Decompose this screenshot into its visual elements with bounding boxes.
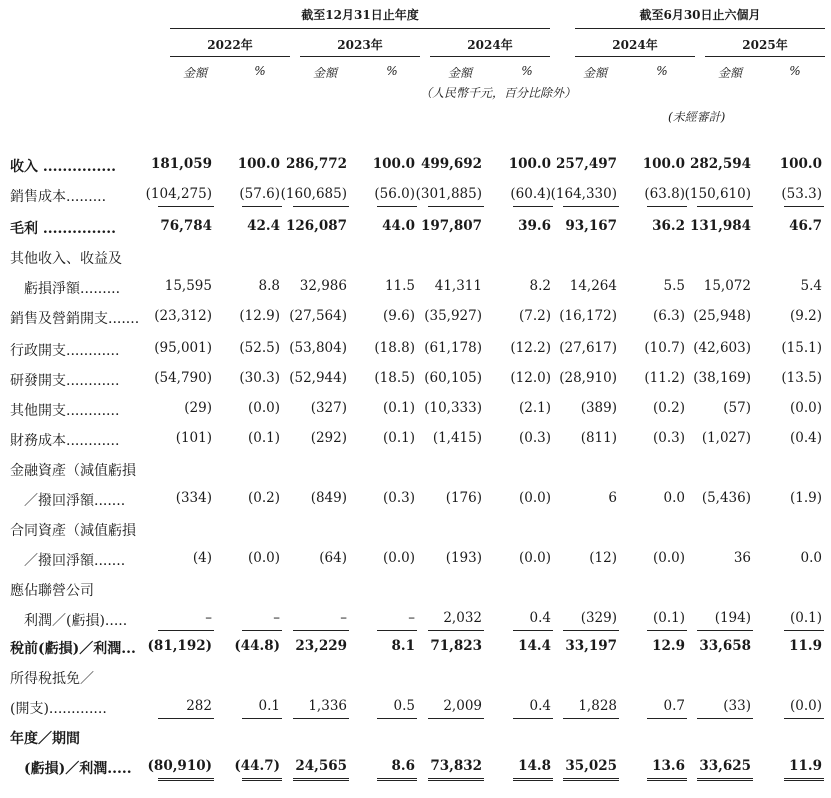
- cell-financial-assets-impairment-amount-2024-h1: 6: [608, 490, 617, 506]
- cell-gross-profit-amount-2024-h1: 93,167: [565, 218, 617, 234]
- cell-selling-marketing-expenses-percent-2023: (9.6): [382, 308, 415, 324]
- double-rule-loss-profit-for-period-percent-2025-h1: [784, 778, 824, 781]
- cell-other-income-gains-losses-percent-2022: 8.8: [258, 278, 280, 294]
- cell-loss-profit-before-tax-percent-2022: (44.8): [234, 638, 280, 654]
- percent-header-2023: %: [386, 64, 398, 78]
- row-label-finance-costs: 財務成本............: [10, 433, 120, 449]
- cell-rd-expenses-amount-2024-h1: (28,910): [559, 370, 617, 386]
- sum-rule-share-of-associate-results-amount-2023: [293, 630, 349, 631]
- cell-income-tax-percent-2024: 0.4: [529, 698, 551, 714]
- cell-revenue-percent-2022: 100.0: [237, 156, 280, 172]
- cell-loss-profit-before-tax-amount-2024-h1: 33,197: [565, 638, 617, 654]
- cell-rd-expenses-percent-2024-h1: (11.2): [644, 370, 685, 386]
- year-rule-2022: [170, 56, 290, 57]
- cell-gross-profit-percent-2023: 44.0: [382, 218, 415, 234]
- cell-income-tax-percent-2025-h1: (0.0): [789, 698, 822, 714]
- cell-selling-marketing-expenses-percent-2022: (12.9): [239, 308, 280, 324]
- cell-rd-expenses-amount-2023: (52,944): [289, 370, 347, 386]
- cell-selling-marketing-expenses-amount-2023: (27,564): [289, 308, 347, 324]
- cell-cost-of-sales-percent-2022: (57.6): [239, 186, 280, 202]
- cell-finance-costs-percent-2023: (0.1): [382, 430, 415, 446]
- cell-other-expenses-amount-2023: (327): [310, 400, 347, 416]
- cell-gross-profit-percent-2024: 39.6: [518, 218, 551, 234]
- unaudited-note: (未經審計): [668, 110, 726, 124]
- year-header-2023: 2023年: [337, 38, 383, 52]
- cell-loss-profit-before-tax-amount-2022: (81,192): [147, 638, 212, 654]
- cell-financial-assets-impairment-amount-2024: (176): [445, 490, 482, 506]
- cell-selling-marketing-expenses-amount-2024: (35,927): [424, 308, 482, 324]
- cell-other-expenses-amount-2024: (10,333): [424, 400, 482, 416]
- cell-finance-costs-percent-2025-h1: (0.4): [789, 430, 822, 446]
- cell-finance-costs-percent-2024-h1: (0.3): [652, 430, 685, 446]
- cell-gross-profit-percent-2022: 42.4: [247, 218, 280, 234]
- cell-selling-marketing-expenses-amount-2024-h1: (16,172): [559, 308, 617, 324]
- cell-share-of-associate-results-amount-2022: –: [205, 610, 212, 626]
- cell-other-expenses-amount-2022: (29): [184, 400, 212, 416]
- cell-contract-assets-impairment-percent-2024: (0.0): [518, 550, 551, 566]
- cell-financial-assets-impairment-percent-2024-h1: 0.0: [663, 490, 685, 506]
- row-label-cont-loss-profit-for-period: (虧損)／利潤.....: [10, 761, 132, 777]
- cell-income-tax-amount-2024-h1: 1,828: [578, 698, 617, 714]
- cell-cost-of-sales-percent-2024: (60.4): [510, 186, 551, 202]
- cell-financial-assets-impairment-percent-2023: (0.3): [382, 490, 415, 506]
- sum-rule-share-of-associate-results-percent-2023: [377, 630, 417, 631]
- sum-rule-cost-of-sales-percent-2022: [242, 206, 282, 207]
- group-rule-fiscal-year: [170, 28, 550, 29]
- cell-other-expenses-percent-2024-h1: (0.2): [652, 400, 685, 416]
- cell-loss-profit-before-tax-percent-2023: 8.1: [391, 638, 415, 654]
- row-label-loss-profit-for-period: 年度／期間: [10, 731, 80, 747]
- cell-financial-assets-impairment-amount-2022: (334): [175, 490, 212, 506]
- percent-header-2025-h1: %: [789, 64, 801, 78]
- cell-other-income-gains-losses-percent-2024-h1: 5.5: [663, 278, 685, 294]
- cell-rd-expenses-amount-2024: (60,105): [424, 370, 482, 386]
- cell-rd-expenses-percent-2025-h1: (13.5): [781, 370, 822, 386]
- row-label-cont-financial-assets-impairment: ／撥回淨額.......: [10, 493, 126, 509]
- cell-loss-profit-before-tax-percent-2024-h1: 12.9: [652, 638, 685, 654]
- cell-cost-of-sales-amount-2024-h1: (164,330): [550, 186, 617, 202]
- cell-other-income-gains-losses-amount-2022: 15,595: [164, 278, 212, 294]
- cell-loss-profit-for-period-amount-2024-h1: 35,025: [565, 758, 617, 774]
- amount-header-2022: 金額: [182, 66, 207, 80]
- sum-rule-cost-of-sales-percent-2024: [513, 206, 553, 207]
- cell-contract-assets-impairment-amount-2022: (4): [192, 550, 212, 566]
- row-label-administrative-expenses: 行政開支............: [10, 343, 120, 359]
- cell-income-tax-percent-2022: 0.1: [258, 698, 280, 714]
- sum-rule-cost-of-sales-percent-2025-h1: [784, 206, 824, 207]
- row-label-cost-of-sales: 銷售成本.........: [10, 189, 107, 205]
- sum-rule-share-of-associate-results-amount-2024-h1: [563, 630, 619, 631]
- cell-income-tax-amount-2022: 282: [186, 698, 212, 714]
- row-label-revenue: 收入 ...............: [10, 159, 116, 175]
- cell-loss-profit-before-tax-amount-2025-h1: 33,658: [699, 638, 751, 654]
- cell-rd-expenses-percent-2024: (12.0): [510, 370, 551, 386]
- cell-gross-profit-amount-2022: 76,784: [160, 218, 212, 234]
- sum-rule-income-tax-percent-2024: [513, 718, 553, 719]
- amount-header-2023: 金額: [312, 66, 337, 80]
- cell-income-tax-amount-2024: 2,009: [443, 698, 482, 714]
- double-rule-loss-profit-for-period-amount-2024-h1: [563, 778, 619, 781]
- cell-contract-assets-impairment-amount-2023: (64): [319, 550, 347, 566]
- sum-rule-income-tax-amount-2024: [428, 718, 484, 719]
- sum-rule-income-tax-percent-2024-h1: [647, 718, 687, 719]
- cell-other-expenses-amount-2025-h1: (57): [723, 400, 751, 416]
- cell-contract-assets-impairment-percent-2025-h1: 0.0: [800, 550, 822, 566]
- group-header-fiscal-year: 截至12月31日止年度: [301, 8, 419, 22]
- cell-share-of-associate-results-percent-2024: 0.4: [529, 610, 551, 626]
- cell-gross-profit-amount-2023: 126,087: [285, 218, 347, 234]
- cell-revenue-amount-2022: 181,059: [150, 156, 212, 172]
- row-label-rd-expenses: 研發開支............: [10, 373, 120, 389]
- cell-contract-assets-impairment-amount-2025-h1: 36: [733, 550, 751, 566]
- year-rule-2024: [430, 56, 550, 57]
- cell-administrative-expenses-percent-2023: (18.8): [374, 340, 415, 356]
- cell-other-income-gains-losses-amount-2023: 32,986: [299, 278, 347, 294]
- double-rule-loss-profit-for-period-percent-2023: [377, 778, 417, 781]
- cell-administrative-expenses-amount-2025-h1: (42,603): [693, 340, 751, 356]
- cell-revenue-amount-2025-h1: 282,594: [689, 156, 751, 172]
- cell-contract-assets-impairment-percent-2023: (0.0): [382, 550, 415, 566]
- row-label-other-expenses: 其他開支............: [10, 403, 120, 419]
- cell-loss-profit-before-tax-amount-2024: 71,823: [430, 638, 482, 654]
- double-rule-loss-profit-for-period-percent-2022: [242, 778, 282, 781]
- cell-gross-profit-amount-2025-h1: 131,984: [689, 218, 751, 234]
- cell-cost-of-sales-amount-2024: (301,885): [415, 186, 482, 202]
- cell-finance-costs-percent-2022: (0.1): [247, 430, 280, 446]
- cell-cost-of-sales-amount-2023: (160,685): [280, 186, 347, 202]
- cell-rd-expenses-percent-2023: (18.5): [374, 370, 415, 386]
- currency-note: （人民幣千元，百分比除外）: [420, 86, 577, 100]
- cell-selling-marketing-expenses-percent-2025-h1: (9.2): [789, 308, 822, 324]
- cell-loss-profit-for-period-amount-2025-h1: 33,625: [699, 758, 751, 774]
- percent-header-2024: %: [521, 64, 533, 78]
- cell-financial-assets-impairment-amount-2025-h1: (5,436): [701, 490, 751, 506]
- sum-rule-cost-of-sales-percent-2024-h1: [647, 206, 687, 207]
- cell-contract-assets-impairment-percent-2022: (0.0): [247, 550, 280, 566]
- group-rule-six-months: [575, 28, 825, 29]
- cell-cost-of-sales-percent-2024-h1: (63.8): [644, 186, 685, 202]
- cell-revenue-percent-2023: 100.0: [372, 156, 415, 172]
- sum-rule-income-tax-amount-2024-h1: [563, 718, 619, 719]
- cell-revenue-percent-2024: 100.0: [508, 156, 551, 172]
- cell-gross-profit-percent-2024-h1: 36.2: [652, 218, 685, 234]
- year-rule-2025-h1: [705, 56, 825, 57]
- amount-header-2024-h1: 金額: [582, 66, 607, 80]
- double-rule-loss-profit-for-period-amount-2024: [428, 778, 484, 781]
- sum-rule-share-of-associate-results-amount-2022: [158, 630, 214, 631]
- cell-income-tax-percent-2023: 0.5: [393, 698, 415, 714]
- cell-rd-expenses-percent-2022: (30.3): [239, 370, 280, 386]
- cell-cost-of-sales-percent-2023: (56.0): [374, 186, 415, 202]
- cell-loss-profit-for-period-percent-2023: 8.6: [391, 758, 415, 774]
- row-label-contract-assets-impairment: 合同資產（減值虧損: [10, 523, 136, 539]
- year-rule-2023: [300, 56, 420, 57]
- cell-share-of-associate-results-percent-2025-h1: (0.1): [789, 610, 822, 626]
- cell-rd-expenses-amount-2025-h1: (38,169): [693, 370, 751, 386]
- cell-share-of-associate-results-percent-2022: –: [273, 610, 280, 626]
- sum-rule-cost-of-sales-percent-2023: [377, 206, 417, 207]
- year-rule-2024-h1: [575, 56, 695, 57]
- cell-revenue-amount-2024: 499,692: [420, 156, 482, 172]
- sum-rule-cost-of-sales-amount-2023: [293, 206, 349, 207]
- cell-finance-costs-amount-2022: (101): [175, 430, 212, 446]
- sum-rule-cost-of-sales-amount-2024: [428, 206, 484, 207]
- cell-cost-of-sales-percent-2025-h1: (53.3): [781, 186, 822, 202]
- cell-share-of-associate-results-amount-2024: 2,032: [443, 610, 482, 626]
- cell-other-income-gains-losses-percent-2025-h1: 5.4: [800, 278, 822, 294]
- cell-loss-profit-for-period-amount-2022: (80,910): [147, 758, 212, 774]
- year-header-2024: 2024年: [467, 38, 513, 52]
- double-rule-loss-profit-for-period-percent-2024: [513, 778, 553, 781]
- cell-contract-assets-impairment-amount-2024-h1: (12): [589, 550, 617, 566]
- sum-rule-share-of-associate-results-percent-2022: [242, 630, 282, 631]
- cell-administrative-expenses-amount-2024: (61,178): [424, 340, 482, 356]
- cell-other-expenses-amount-2024-h1: (389): [580, 400, 617, 416]
- row-label-loss-profit-before-tax: 稅前(虧損)／利潤...: [10, 641, 136, 657]
- row-label-other-income-gains-losses: 其他收入、收益及: [10, 251, 122, 267]
- cell-revenue-percent-2024-h1: 100.0: [642, 156, 685, 172]
- cell-loss-profit-for-period-percent-2022: (44.7): [234, 758, 280, 774]
- sum-rule-share-of-associate-results-percent-2024-h1: [647, 630, 687, 631]
- cell-share-of-associate-results-amount-2024-h1: (329): [580, 610, 617, 626]
- cell-selling-marketing-expenses-amount-2022: (23,312): [154, 308, 212, 324]
- amount-header-2024: 金額: [447, 66, 472, 80]
- cell-income-tax-percent-2024-h1: 0.7: [663, 698, 685, 714]
- group-header-six-months: 截至6月30日止六個月: [639, 8, 761, 22]
- sum-rule-cost-of-sales-amount-2025-h1: [697, 206, 753, 207]
- amount-header-2025-h1: 金額: [717, 66, 742, 80]
- cell-other-expenses-percent-2024: (2.1): [518, 400, 551, 416]
- row-label-cont-other-income-gains-losses: 虧損淨額.........: [10, 281, 121, 297]
- percent-header-2024-h1: %: [656, 64, 668, 78]
- cell-revenue-amount-2023: 286,772: [285, 156, 347, 172]
- double-rule-loss-profit-for-period-amount-2023: [293, 778, 349, 781]
- cell-other-income-gains-losses-amount-2025-h1: 15,072: [703, 278, 751, 294]
- double-rule-loss-profit-for-period-amount-2025-h1: [697, 778, 753, 781]
- cell-selling-marketing-expenses-percent-2024-h1: (6.3): [652, 308, 685, 324]
- cell-other-income-gains-losses-amount-2024: 41,311: [434, 278, 482, 294]
- cell-cost-of-sales-amount-2022: (104,275): [145, 186, 212, 202]
- cell-financial-assets-impairment-percent-2024: (0.0): [518, 490, 551, 506]
- cell-revenue-amount-2024-h1: 257,497: [555, 156, 617, 172]
- sum-rule-income-tax-amount-2022: [158, 718, 214, 719]
- cell-other-expenses-percent-2025-h1: (0.0): [789, 400, 822, 416]
- cell-share-of-associate-results-amount-2023: –: [340, 610, 347, 626]
- percent-header-2022: %: [254, 64, 266, 78]
- cell-finance-costs-amount-2023: (292): [310, 430, 347, 446]
- cell-loss-profit-before-tax-percent-2024: 14.4: [518, 638, 551, 654]
- cell-administrative-expenses-amount-2023: (53,804): [289, 340, 347, 356]
- cell-loss-profit-for-period-percent-2025-h1: 11.9: [789, 758, 822, 774]
- sum-rule-income-tax-amount-2025-h1: [697, 718, 753, 719]
- sum-rule-cost-of-sales-amount-2022: [158, 206, 214, 207]
- cell-selling-marketing-expenses-amount-2025-h1: (25,948): [693, 308, 751, 324]
- cell-share-of-associate-results-amount-2025-h1: (194): [714, 610, 751, 626]
- sum-rule-share-of-associate-results-percent-2025-h1: [784, 630, 824, 631]
- year-header-2024-h1: 2024年: [612, 38, 658, 52]
- year-header-2025-h1: 2025年: [742, 38, 788, 52]
- row-label-share-of-associate-results: 應佔聯營公司: [10, 583, 94, 599]
- cell-other-income-gains-losses-amount-2024-h1: 14,264: [569, 278, 617, 294]
- cell-gross-profit-amount-2024: 197,807: [420, 218, 482, 234]
- cell-financial-assets-impairment-percent-2022: (0.2): [247, 490, 280, 506]
- cell-other-income-gains-losses-percent-2024: 8.2: [529, 278, 551, 294]
- cell-finance-costs-amount-2024-h1: (811): [580, 430, 617, 446]
- double-rule-loss-profit-for-period-amount-2022: [158, 778, 214, 781]
- cell-administrative-expenses-percent-2022: (52.5): [239, 340, 280, 356]
- cell-other-income-gains-losses-percent-2023: 11.5: [384, 278, 415, 294]
- cell-selling-marketing-expenses-percent-2024: (7.2): [518, 308, 551, 324]
- cell-contract-assets-impairment-percent-2024-h1: (0.0): [652, 550, 685, 566]
- cell-contract-assets-impairment-amount-2024: (193): [445, 550, 482, 566]
- sum-rule-share-of-associate-results-percent-2024: [513, 630, 553, 631]
- cell-other-expenses-percent-2022: (0.0): [247, 400, 280, 416]
- cell-administrative-expenses-amount-2024-h1: (27,617): [559, 340, 617, 356]
- row-label-financial-assets-impairment: 金融資產（減值虧損: [10, 463, 136, 479]
- row-label-income-tax: 所得稅抵免／: [10, 671, 94, 687]
- row-label-cont-share-of-associate-results: 利潤／(虧損).....: [10, 613, 128, 629]
- sum-rule-cost-of-sales-amount-2024-h1: [563, 206, 619, 207]
- cell-administrative-expenses-amount-2022: (95,001): [154, 340, 212, 356]
- cell-administrative-expenses-percent-2024-h1: (10.7): [644, 340, 685, 356]
- cell-loss-profit-for-period-amount-2023: 24,565: [295, 758, 347, 774]
- cell-loss-profit-before-tax-amount-2023: 23,229: [295, 638, 347, 654]
- cell-rd-expenses-amount-2022: (54,790): [154, 370, 212, 386]
- cell-administrative-expenses-percent-2025-h1: (15.1): [781, 340, 822, 356]
- cell-administrative-expenses-percent-2024: (12.2): [510, 340, 551, 356]
- cell-loss-profit-before-tax-percent-2025-h1: 11.9: [789, 638, 822, 654]
- cell-loss-profit-for-period-percent-2024: 14.8: [518, 758, 551, 774]
- row-label-gross-profit: 毛利 ...............: [10, 221, 116, 237]
- sum-rule-income-tax-percent-2025-h1: [784, 718, 824, 719]
- cell-finance-costs-percent-2024: (0.3): [518, 430, 551, 446]
- sum-rule-income-tax-percent-2022: [242, 718, 282, 719]
- cell-revenue-percent-2025-h1: 100.0: [779, 156, 822, 172]
- sum-rule-income-tax-percent-2023: [377, 718, 417, 719]
- cell-financial-assets-impairment-percent-2025-h1: (1.9): [789, 490, 822, 506]
- cell-loss-profit-for-period-amount-2024: 73,832: [430, 758, 482, 774]
- sum-rule-income-tax-amount-2023: [293, 718, 349, 719]
- cell-financial-assets-impairment-amount-2023: (849): [310, 490, 347, 506]
- cell-share-of-associate-results-percent-2023: –: [408, 610, 415, 626]
- sum-rule-share-of-associate-results-amount-2025-h1: [697, 630, 753, 631]
- cell-income-tax-amount-2023: 1,336: [308, 698, 347, 714]
- cell-cost-of-sales-amount-2025-h1: (150,610): [684, 186, 751, 202]
- row-label-cont-income-tax: (開支).............: [10, 701, 107, 717]
- cell-loss-profit-for-period-percent-2024-h1: 13.6: [652, 758, 685, 774]
- cell-gross-profit-percent-2025-h1: 46.7: [789, 218, 822, 234]
- cell-finance-costs-amount-2024: (1,415): [432, 430, 482, 446]
- row-label-selling-marketing-expenses: 銷售及營銷開支.......: [10, 311, 140, 327]
- double-rule-loss-profit-for-period-percent-2024-h1: [647, 778, 687, 781]
- year-header-2022: 2022年: [207, 38, 253, 52]
- cell-share-of-associate-results-percent-2024-h1: (0.1): [652, 610, 685, 626]
- cell-finance-costs-amount-2025-h1: (1,027): [701, 430, 751, 446]
- cell-income-tax-amount-2025-h1: (33): [723, 698, 751, 714]
- sum-rule-share-of-associate-results-amount-2024: [428, 630, 484, 631]
- cell-other-expenses-percent-2023: (0.1): [382, 400, 415, 416]
- row-label-cont-contract-assets-impairment: ／撥回淨額.......: [10, 553, 126, 569]
